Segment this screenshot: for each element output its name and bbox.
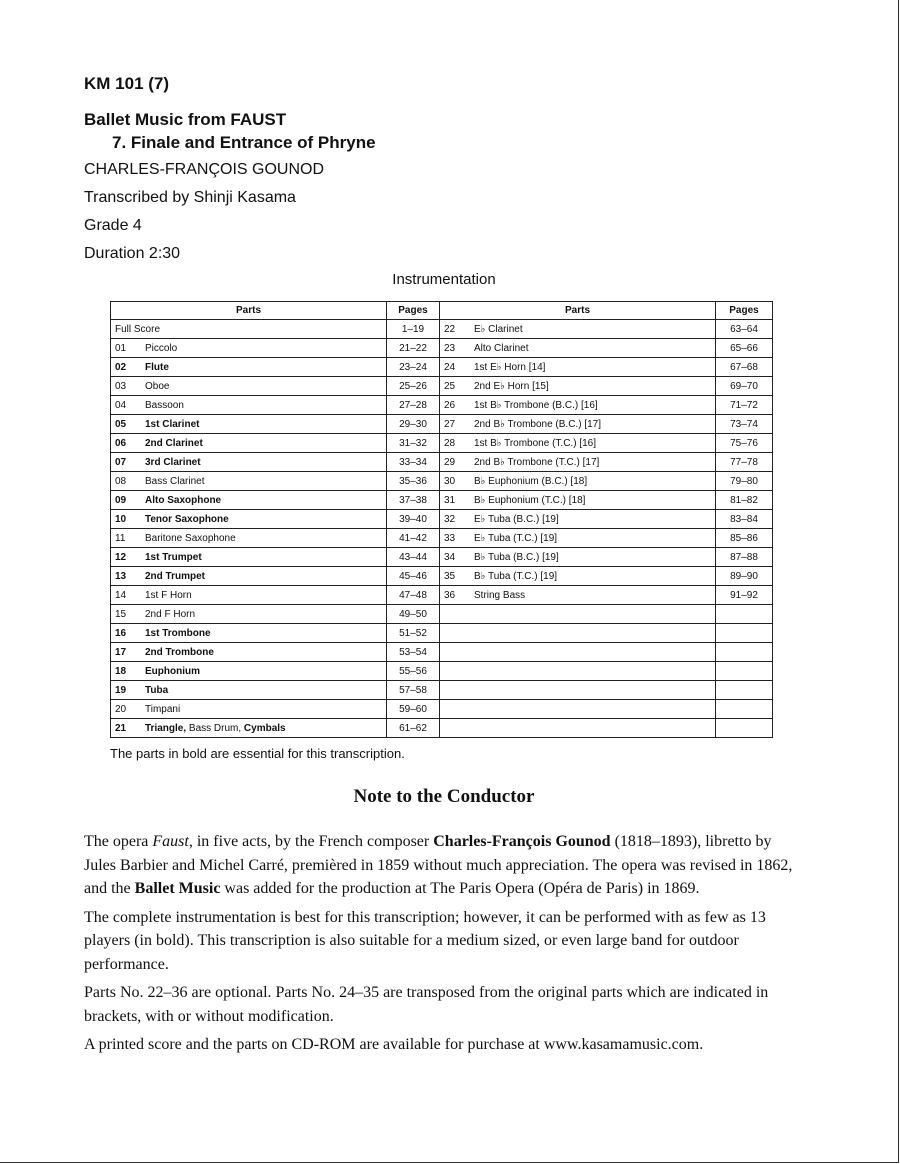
- part-number: 25: [444, 380, 456, 392]
- pages-cell: 79–80: [716, 472, 773, 491]
- part-number: 19: [115, 684, 127, 696]
- part-number: 17: [115, 646, 127, 658]
- pages-cell: 35–36: [387, 472, 440, 491]
- part-cell: [440, 681, 716, 700]
- part-name: 2nd Clarinet: [145, 437, 203, 449]
- part-number: 16: [115, 627, 127, 639]
- pages-cell: 81–82: [716, 491, 773, 510]
- part-number: 28: [444, 437, 456, 449]
- part-name: Alto Saxophone: [145, 494, 222, 506]
- table-row: [111, 643, 773, 662]
- pages-cell: 47–48: [387, 586, 440, 605]
- instrumentation-body: [111, 320, 773, 738]
- table-row: [111, 339, 773, 358]
- table-row: [111, 377, 773, 396]
- pages-cell: 53–54: [387, 643, 440, 662]
- part-cell: [111, 700, 387, 719]
- pages-cell: 63–64: [716, 320, 773, 339]
- instrumentation-caption: Instrumentation: [392, 271, 496, 288]
- part-number: 15: [115, 608, 127, 620]
- part-cell: [111, 624, 387, 643]
- pages-cell: 71–72: [716, 396, 773, 415]
- table-row: [111, 396, 773, 415]
- pages-cell: [716, 719, 773, 738]
- part-cell: [440, 377, 716, 396]
- part-cell: [111, 529, 387, 548]
- part-name: 2nd Trombone: [145, 646, 214, 658]
- part-name: E♭ Clarinet: [474, 323, 523, 335]
- part-name: Timpani: [145, 703, 181, 715]
- part-cell: [440, 719, 716, 738]
- part-cell: [111, 643, 387, 662]
- table-row: [111, 700, 773, 719]
- pages-cell: 77–78: [716, 453, 773, 472]
- piece-title: Ballet Music from FAUST: [84, 110, 287, 129]
- part-number: 03: [115, 380, 127, 392]
- paragraph-instrumentation: The complete instrumentation is best for this transcription; however, it can be performed with as few as 13 players (in bold). This transcription is also suitable for a medium sized, or even large band for outdoor performance.: [84, 908, 766, 973]
- opera-name: Faust: [152, 833, 189, 850]
- part-number: 24: [444, 361, 456, 373]
- part-cell: [111, 339, 387, 358]
- table-row: [111, 529, 773, 548]
- pages-cell: [716, 643, 773, 662]
- part-cell: [440, 529, 716, 548]
- pages-cell: 45–46: [387, 567, 440, 586]
- pages-cell: 29–30: [387, 415, 440, 434]
- duration: Duration 2:30: [84, 245, 181, 262]
- part-name: 1st F Horn: [145, 589, 192, 601]
- paragraph-history: [84, 830, 804, 901]
- part-cell: [111, 586, 387, 605]
- part-cell: [440, 396, 716, 415]
- part-cell: [440, 700, 716, 719]
- pages-cell: 1–19: [387, 320, 440, 339]
- part-number: 29: [444, 456, 456, 468]
- pages-cell: 27–28: [387, 396, 440, 415]
- table-row: [111, 605, 773, 624]
- part-number: 04: [115, 399, 127, 411]
- bold-parts-note: The parts in bold are essential for this transcription.: [110, 746, 405, 761]
- part-cell: [440, 548, 716, 567]
- part-name: 1st B♭ Trombone (B.C.) [16]: [474, 399, 598, 411]
- part-name: B♭ Tuba (T.C.) [19]: [474, 570, 558, 582]
- pages-cell: 85–86: [716, 529, 773, 548]
- part-name: Piccolo: [145, 342, 178, 354]
- part-number: 33: [444, 532, 456, 544]
- part-cell: [111, 415, 387, 434]
- part-number: 05: [115, 418, 127, 430]
- table-row: [111, 567, 773, 586]
- text: was added for the production at The Paris Opera (Opéra de Paris) in 1869.: [220, 880, 700, 897]
- table-row: [111, 681, 773, 700]
- part-number: 27: [444, 418, 456, 430]
- part-cell: [440, 491, 716, 510]
- instrumentation-table: [110, 301, 773, 738]
- pages-cell: 41–42: [387, 529, 440, 548]
- pages-header: Pages: [716, 302, 773, 320]
- part-number: 06: [115, 437, 127, 449]
- part-name: E♭ Tuba (T.C.) [19]: [474, 532, 558, 544]
- table-row: [111, 491, 773, 510]
- pages-cell: 51–52: [387, 624, 440, 643]
- text: The opera: [84, 833, 153, 850]
- pages-cell: 57–58: [387, 681, 440, 700]
- part-cell: [440, 434, 716, 453]
- part-cell: [440, 605, 716, 624]
- text: (1818–1893), libretto by Jules Barbier and Michel Carré, premièred in 1859 without much appreciation. The opera was revised in 1862, and the: [84, 833, 793, 897]
- part-cell: [111, 681, 387, 700]
- table-row: [111, 719, 773, 738]
- pages-cell: 61–62: [387, 719, 440, 738]
- composer: CHARLES-FRANÇOIS GOUNOD: [84, 161, 325, 178]
- pages-cell: 83–84: [716, 510, 773, 529]
- part-number: 02: [115, 361, 127, 373]
- part-cell: [111, 719, 387, 738]
- text: , in five acts, by the French composer: [188, 833, 434, 850]
- part-name: Tuba: [145, 684, 169, 696]
- part-name: 1st Trombone: [145, 627, 211, 639]
- pages-cell: 69–70: [716, 377, 773, 396]
- part-name: 1st B♭ Trombone (T.C.) [16]: [474, 437, 596, 449]
- part-name: E♭ Tuba (B.C.) [19]: [474, 513, 559, 525]
- part-cell: [111, 548, 387, 567]
- table-row: [111, 358, 773, 377]
- part-number: 09: [115, 494, 127, 506]
- part-number: 07: [115, 456, 127, 468]
- pages-cell: 67–68: [716, 358, 773, 377]
- part-name: 1st E♭ Horn [14]: [474, 361, 546, 373]
- pages-cell: 21–22: [387, 339, 440, 358]
- part-name: 1st Clarinet: [145, 418, 200, 430]
- part-cell: [111, 605, 387, 624]
- pages-cell: 39–40: [387, 510, 440, 529]
- part-name: Full Score: [115, 323, 161, 335]
- part-name: Flute: [145, 361, 169, 373]
- part-cell: [111, 358, 387, 377]
- pages-cell: 43–44: [387, 548, 440, 567]
- part-name: 3rd Clarinet: [145, 456, 201, 468]
- part-number: 20: [115, 703, 127, 715]
- part-cell: [440, 415, 716, 434]
- conductor-note-body: [84, 830, 804, 1062]
- part-cell: [111, 320, 387, 339]
- part-name: Oboe: [145, 380, 170, 392]
- paragraph-purchase: A printed score and the parts on CD-ROM are available for purchase at www.kasamamusic.com.: [84, 1036, 704, 1053]
- table-header-row: [111, 302, 773, 320]
- part-cell: [440, 339, 716, 358]
- part-cell: [440, 320, 716, 339]
- pages-cell: 73–74: [716, 415, 773, 434]
- pages-cell: 55–56: [387, 662, 440, 681]
- part-cell: [440, 662, 716, 681]
- part-name: 2nd F Horn: [145, 608, 196, 620]
- parts-header: Parts: [111, 302, 387, 320]
- part-cell: [440, 624, 716, 643]
- part-number: 31: [444, 494, 456, 506]
- part-name: Tenor Saxophone: [145, 513, 229, 525]
- part-number: 35: [444, 570, 456, 582]
- part-cell: [440, 453, 716, 472]
- pages-cell: 23–24: [387, 358, 440, 377]
- part-name: Bass Clarinet: [145, 475, 205, 487]
- part-name: Euphonium: [145, 665, 200, 677]
- table-row: [111, 548, 773, 567]
- part-number: 14: [115, 589, 127, 601]
- part-cell: [440, 567, 716, 586]
- part-cell: [111, 396, 387, 415]
- part-cell: [440, 586, 716, 605]
- part-name: B♭ Euphonium (T.C.) [18]: [474, 494, 586, 506]
- pages-header: Pages: [387, 302, 440, 320]
- pages-cell: [716, 681, 773, 700]
- part-number: 22: [444, 323, 456, 335]
- part-name: Bassoon: [145, 399, 184, 411]
- part-number: 26: [444, 399, 456, 411]
- part-name: 2nd Trumpet: [145, 570, 206, 582]
- part-number: 11: [115, 532, 126, 544]
- pages-cell: 89–90: [716, 567, 773, 586]
- part-number: 21: [115, 722, 127, 734]
- table-row: [111, 662, 773, 681]
- pages-cell: 87–88: [716, 548, 773, 567]
- table-row: [111, 472, 773, 491]
- pages-cell: 59–60: [387, 700, 440, 719]
- pages-cell: 49–50: [387, 605, 440, 624]
- table-row: [111, 586, 773, 605]
- part-cell: [111, 567, 387, 586]
- pages-cell: [716, 624, 773, 643]
- ballet-music-term: Ballet Music: [134, 880, 221, 897]
- part-cell: [111, 377, 387, 396]
- pages-cell: [716, 605, 773, 624]
- pages-cell: 65–66: [716, 339, 773, 358]
- table-row: [111, 320, 773, 339]
- pages-cell: 33–34: [387, 453, 440, 472]
- part-name: B♭ Euphonium (B.C.) [18]: [474, 475, 588, 487]
- part-number: 10: [115, 513, 127, 525]
- table-row: [111, 453, 773, 472]
- transcriber: Transcribed by Shinji Kasama: [84, 189, 296, 206]
- paragraph-optional-parts: Parts No. 22–36 are optional. Parts No. 24–35 are transposed from the original parts which are indicated in brackets, with or without modification.: [84, 984, 769, 1025]
- part-number: 36: [444, 589, 456, 601]
- part-name: Baritone Saxophone: [145, 532, 236, 544]
- grade: Grade 4: [84, 217, 142, 234]
- part-name: String Bass: [474, 589, 526, 601]
- part-name: Alto Clarinet: [474, 342, 529, 354]
- header: [84, 74, 376, 268]
- part-number: 30: [444, 475, 456, 487]
- part-cell: [440, 643, 716, 662]
- part-number: 18: [115, 665, 127, 677]
- part-name: 2nd B♭ Trombone (T.C.) [17]: [474, 456, 600, 468]
- pages-cell: 91–92: [716, 586, 773, 605]
- part-number: 32: [444, 513, 456, 525]
- pages-cell: [716, 662, 773, 681]
- part-cell: [111, 662, 387, 681]
- part-number: 08: [115, 475, 127, 487]
- part-name: 1st Trumpet: [145, 551, 202, 563]
- part-number: 34: [444, 551, 456, 563]
- part-number: 23: [444, 342, 456, 354]
- table-row: [111, 415, 773, 434]
- part-name: Triangle,: [145, 722, 187, 734]
- part-name: B♭ Tuba (B.C.) [19]: [474, 551, 559, 563]
- parts-header: Parts: [440, 302, 716, 320]
- part-name: 2nd B♭ Trombone (B.C.) [17]: [474, 418, 601, 430]
- part-number: 01: [115, 342, 127, 354]
- part-cell: [111, 491, 387, 510]
- table-row: [111, 510, 773, 529]
- part-cell: [440, 358, 716, 377]
- table-row: [111, 624, 773, 643]
- part-number: 12: [115, 551, 127, 563]
- pages-cell: 31–32: [387, 434, 440, 453]
- part-cell: [440, 510, 716, 529]
- movement-title: 7. Finale and Entrance of Phryne: [112, 133, 376, 152]
- composer-name: Charles-François Gounod: [433, 833, 611, 850]
- part-cell: [111, 434, 387, 453]
- part-name: Cymbals: [243, 722, 286, 734]
- part-number: 13: [115, 570, 127, 582]
- part-name: 2nd E♭ Horn [15]: [474, 380, 549, 392]
- catalog-code: KM 101 (7): [84, 74, 170, 93]
- table-row: [111, 434, 773, 453]
- pages-cell: [716, 700, 773, 719]
- part-cell: [111, 453, 387, 472]
- pages-cell: 75–76: [716, 434, 773, 453]
- part-name: Bass Drum,: [186, 722, 244, 734]
- pages-cell: 37–38: [387, 491, 440, 510]
- pages-cell: 25–26: [387, 377, 440, 396]
- conductor-note-title: Note to the Conductor: [353, 786, 535, 807]
- part-cell: [111, 472, 387, 491]
- part-cell: [111, 510, 387, 529]
- part-cell: [440, 472, 716, 491]
